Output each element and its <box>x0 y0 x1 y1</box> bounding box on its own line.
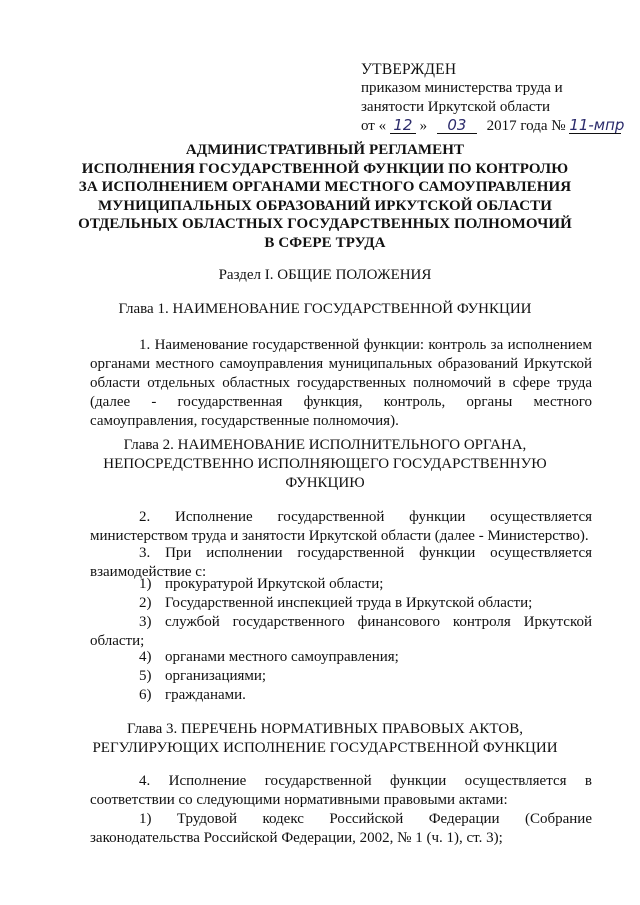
date-mid: » <box>419 118 428 134</box>
chapter-2-heading <box>60 436 590 493</box>
list-item-num: 5) <box>139 668 152 684</box>
list-item-num: 3) <box>139 614 152 630</box>
date-year: 2017 года № <box>486 118 566 134</box>
paragraph-4: 4. Исполнение государственной функции осуществляется в соответствии со следующими нормативными правовыми актами: <box>90 773 592 808</box>
chapter-1-heading: Глава 1. НАИМЕНОВАНИЕ ГОСУДАРСТВЕННОЙ ФУНКЦИИ <box>118 301 532 317</box>
approval-line-1: приказом министерства труда и <box>361 80 563 96</box>
chapter-3-line: РЕГУЛИРУЮЩИХ ИСПОЛНЕНИЕ ГОСУДАРСТВЕННОЙ ФУНКЦИИ <box>92 740 558 756</box>
chapter-2-line: НЕПОСРЕДСТВЕННО ИСПОЛНЯЮЩЕГО ГОСУДАРСТВЕННУЮ <box>103 456 547 472</box>
list-item <box>90 575 592 594</box>
list-item <box>90 648 592 667</box>
chapter-2-line: Глава 2. НАИМЕНОВАНИЕ ИСПОЛНИТЕЛЬНОГО ОРГАНА, <box>123 437 527 453</box>
list-item-num: 2) <box>139 595 152 611</box>
title-line: ОТДЕЛЬНЫХ ОБЛАСТНЫХ ГОСУДАРСТВЕННЫХ ПОЛНОМОЧИЙ <box>78 216 572 233</box>
list-item-text: службой государственного финансового контроля Иркутской области; <box>90 614 592 649</box>
date-prefix: от « <box>361 118 387 134</box>
date-day: 12 <box>390 117 416 134</box>
chapter-3-heading <box>60 720 590 758</box>
paragraph-3: 3. При исполнении государственной функции осуществляется взаимодействие с: <box>90 545 592 580</box>
approval-line-2: занятости Иркутской области <box>361 99 550 115</box>
chapter-3-line: Глава 3. ПЕРЕЧЕНЬ НОРМАТИВНЫХ ПРАВОВЫХ АКТОВ, <box>127 721 523 737</box>
section-1-heading: Раздел I. ОБЩИЕ ПОЛОЖЕНИЯ <box>218 267 432 283</box>
title-line: В СФЕРЕ ТРУДА <box>264 234 386 251</box>
list-item-num: 1) <box>139 576 152 592</box>
list-item <box>90 686 592 705</box>
list-item <box>90 667 592 686</box>
title-line: АДМИНИСТРАТИВНЫЙ РЕГЛАМЕНТ <box>185 142 465 158</box>
list-item-text: гражданами. <box>165 687 246 703</box>
list-item-text: организациями; <box>165 668 267 684</box>
paragraph-1: 1. Наименование государственной функции: контроль за исполнением органами местного самоуправления муниципальных образований Иркутской области отдельных областных государственных полномочий в сфере труда (далее - государственная функция, контроль, органы местного самоуправления, государственные полномочия). <box>90 337 592 429</box>
list-item-num: 6) <box>139 687 152 703</box>
title-line: ИСПОЛНЕНИЯ ГОСУДАРСТВЕННОЙ ФУНКЦИИ ПО КОНТРОЛЮ <box>81 160 569 177</box>
list-item-text: Государственной инспекцией труда в Иркутской области; <box>165 595 533 611</box>
approval-block <box>361 60 631 136</box>
title-line: МУНИЦИПАЛЬНЫХ ОБРАЗОВАНИЙ ИРКУТСКОЙ ОБЛАСТИ <box>97 197 553 214</box>
document-title <box>60 141 590 253</box>
list-item-text: органами местного самоуправления; <box>165 649 399 665</box>
list-item <box>90 613 592 651</box>
list-item <box>90 594 592 613</box>
list-item-num: 4) <box>139 649 152 665</box>
list-item-text: прокуратурой Иркутской области; <box>165 576 384 592</box>
order-number: 11-мпр <box>569 116 625 134</box>
paragraph-4-item-1: 1) Трудовой кодекс Российской Федерации (Собрание законодательства Российской Федерации, 2002, № 1 (ч. 1), ст. 3); <box>90 811 592 846</box>
title-line: ЗА ИСПОЛНЕНИЕМ ОРГАНАМИ МЕСТНОГО САМОУПРАВЛЕНИЯ <box>78 179 572 196</box>
chapter-2-line: ФУНКЦИЮ <box>285 475 365 491</box>
paragraph-2: 2. Исполнение государственной функции осуществляется министерством труда и занятости Иркутской области (далее - Министерство). <box>90 509 592 544</box>
date-month: 03 <box>437 117 477 134</box>
approval-title: УТВЕРЖДЕН <box>361 61 457 78</box>
approval-date-line <box>361 117 631 136</box>
